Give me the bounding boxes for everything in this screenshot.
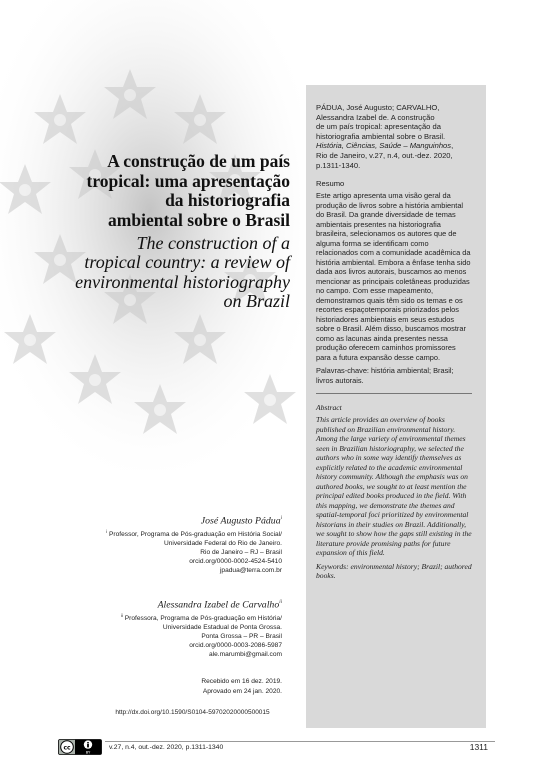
affiliation-line: Professora, Programa de Pós-graduação em História/	[124, 615, 282, 623]
resumo-heading: Resumo	[316, 179, 345, 189]
author-block-2	[121, 596, 282, 659]
article-title-portuguese	[40, 152, 290, 230]
author-name: Alessandra Izabel de Carvalho	[157, 599, 280, 611]
creative-commons-by-icon	[58, 739, 102, 755]
submission-dates	[201, 677, 282, 696]
page-number: 1311	[469, 742, 488, 752]
citation-line: p.1311-1340.	[316, 160, 361, 170]
article-title-english	[40, 234, 290, 311]
orcid-link[interactable]: orcid.org/0000-0003-2086-5987	[189, 642, 282, 650]
affiliation-line: Professor, Programa de Pós-graduação em História Social/	[109, 531, 282, 539]
footer-issue-info: v.27, n.4, out.-dez. 2020, p.1311-1340	[109, 744, 224, 751]
affiliation-line: Universidade Federal do Rio de Janeiro.	[163, 540, 282, 548]
doi-link[interactable]: http://dx.doi.org/10.1590/S0104-59702020000500015	[115, 709, 270, 716]
orcid-link[interactable]: orcid.org/0000-0002-4524-5410	[189, 558, 282, 566]
citation-line: Alessandra Izabel de. A construção	[316, 112, 435, 122]
abstract-heading: Abstract	[316, 403, 342, 413]
author-block-1	[106, 512, 282, 575]
resumo-text: Este artigo apresenta uma visão geral da produção de livros sobre a história ambiental do Brasil. Da grande diversidade de temas ambientais presentes na historiografia brasileira, selecionamos os autores que de alguma forma se identificam como relacionados com a comunidade acadêmica da história ambiental. Embora a ênfase tenha sido dada aos livros autorais, buscamos ao menos mencionar as principais coletâneas produzidas no campo. Com esse mapeamento, demonstramos quais têm sido os temas e os recortes espaçotemporais priorizados pelos historiadores ambientais em seus estudos sobre o Brasil. Além disso, buscamos mostrar como as lacunas ainda presentes nessa produção oferecem caminhos promissores para a futura expansão desse campo.	[316, 191, 471, 362]
approved-date: Aprovado em 24 jan. 2020.	[202, 687, 282, 695]
abstract-sidebar-content	[316, 103, 472, 581]
citation-journal: História, Ciências, Saúde – Manguinhos	[316, 141, 452, 151]
author-name: José Augusto Pádua	[200, 515, 281, 527]
email-link[interactable]: jpadua@terra.com.br	[219, 567, 282, 575]
section-divider	[316, 393, 472, 394]
email-link[interactable]: ale.marumbi@gmail.com	[208, 651, 282, 659]
affiliation-line: Ponta Grossa – PR – Brasil	[201, 633, 282, 641]
citation-line: de um país tropical: apresentação da	[316, 122, 441, 132]
citation-block: PÁDUA, José Augusto; CARVALHO, Alessandra Izabel de. A construção de um país tropical: apresentação da historiografia ambiental sobre o Brasil. História, Ciências, Saúde – Manguinhos, Rio de Janeiro, v.27, n.4, out.-dez. 2020, p.1311-1340.	[316, 103, 472, 170]
affiliation-superscript: ii	[120, 613, 123, 619]
author-superscript: i	[280, 516, 282, 521]
cc-label: cc	[63, 744, 71, 752]
title-line: ambiental sobre o Brasil	[108, 209, 290, 230]
title-line: on Brazil	[223, 290, 290, 311]
abstract-text: This article provides an overview of books published on Brazilian environmental history. Among the large variety of environmental themes seen in Brazilian historiography, we selected the authors who in some way identify themselves as explicitly related to the academic environmental history community. Although the emphasis was on authored books, we sought to at least mention the principal edited books produced in the field. With this mapping, we demonstrate the themes and spatial-temporal foci prioritized by environmental historians in their studies on Brazil. Additionally, we sought to show how the gaps still existing in the literature provide promising paths for future expansion of this field.	[316, 415, 472, 558]
citation-line: PÁDUA, José Augusto; CARVALHO,	[316, 103, 440, 112]
affiliation-line: Rio de Janeiro – RJ – Brasil	[200, 549, 282, 557]
affiliation-superscript: i	[106, 529, 108, 535]
affiliation-line: Universidade Estadual de Ponta Grossa.	[162, 624, 282, 632]
abstract-keywords: Keywords: environmental history; Brazil; authored books.	[316, 561, 472, 581]
received-date: Recebido em 16 dez. 2019.	[201, 678, 282, 685]
by-label: BY	[85, 749, 91, 755]
title-line: The construction of a	[136, 233, 290, 253]
citation-line: historiografia ambiental sobre o Brasil.	[316, 131, 446, 141]
resumo-keywords: Palavras-chave: história ambiental; Brasil; livros autorais.	[316, 366, 454, 385]
title-line: da historiografia	[165, 190, 290, 210]
title-line: tropical: uma apresentação	[86, 170, 290, 191]
author-superscript: ii	[279, 600, 282, 605]
title-line: tropical country: a review of	[84, 252, 290, 273]
footer-divider	[105, 741, 495, 742]
title-line: environmental historiography	[75, 271, 290, 292]
citation-line: Rio de Janeiro, v.27, n.4, out.-dez. 2020,	[316, 150, 453, 160]
title-line: A construção de um país	[107, 151, 290, 171]
